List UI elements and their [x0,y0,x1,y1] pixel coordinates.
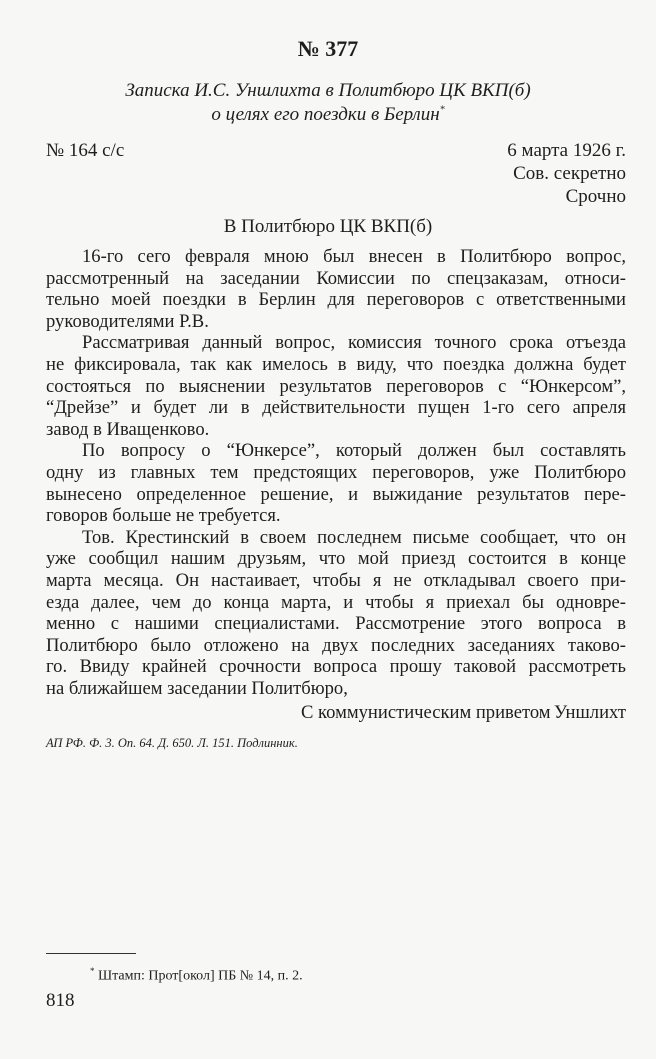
title-text: о целях его поездки в Берлин [211,104,440,125]
signer: Уншлихт [554,702,626,723]
footnote [90,966,303,985]
text-line: Рассматривая данный вопрос, комиссия точного срока отъезда [82,332,626,354]
paragraph [46,440,626,526]
text-line: 16-го сего февраля мною был внесен в Политбюро вопрос, [82,246,626,267]
archive-source: АП РФ. Ф. 3. Оп. 64. Д. 650. Л. 151. Подлинник. [46,736,298,750]
title-footnote-mark: * [439,104,445,116]
document-title-line-2 [0,104,656,126]
urgency-stamp: Срочно [565,186,626,207]
text-line: го. Ввиду крайней срочности вопроса прошу таковой рассмотреть [46,656,626,678]
document-number: № 377 [297,36,359,61]
footnote-mark: * [90,966,95,976]
text-line: марта месяца. Он настаивает, чтобы я не откладывал своего при- [46,569,626,591]
text-line: менно с нашими специалистами. Рассмотрение этого вопроса в [46,613,626,635]
text-line: уже сообщил нашим друзьям, что мой приезд состоится в конце [46,548,626,570]
secrecy-stamp: Сов. секретно [513,163,626,184]
text-line: говоров больше не требуется. [46,505,281,527]
footnote-divider [46,953,136,954]
text-line: одну из главных тем предстоящих переговоров, уже Политбюро [46,461,626,483]
text-line: По вопросу о “Юнкерсе”, который должен был составлять [82,440,626,462]
text-line: рассмотренный на заседании Комиссии по спецзаказам, относи- [46,267,626,289]
text-line: езда далее, чем до конца марта, и чтобы я приехал бы одновре- [46,591,626,613]
text-line: Политбюро было отложено на двух последних заседаниях таково- [46,634,626,656]
paragraph [46,332,626,440]
page-number: 818 [46,990,75,1011]
registration-number: № 164 с/с [46,140,125,161]
addressee: В Политбюро ЦК ВКП(б) [223,216,433,237]
text-line: не фиксировала, так как имелось в виду, что поездка должна будет [46,353,626,375]
text-line: вынесено определенное решение, и выжидание результатов пере- [46,483,626,505]
document-date: 6 марта 1926 г. [507,140,626,161]
paragraph [46,246,626,332]
paragraph [46,527,626,700]
text-line: завод в Иващенково. [46,418,210,440]
text-line: Тов. Крестинский в своем последнем письме сообщает, что он [82,526,626,548]
text-line: состояться по выяснении результатов переговоров с “Юнкерсом”, [46,375,626,397]
greeting: С коммунистическим приветом [301,702,551,723]
letter-body [46,246,626,699]
footnote-text: Штамп: Прот[окол] ПБ № 14, п. 2. [98,968,303,984]
text-line: тельно моей поездки в Берлин для переговоров с ответственными [46,289,626,311]
text-line: на ближайшем заседании Политбюро, [46,677,348,699]
document-title-line-1: Записка И.С. Уншлихта в Политбюро ЦК ВКП(б) [125,80,531,101]
text-line: руководителями Р.В. [46,310,209,332]
text-line: “Дрейзе” и будет ли в действительности пущен 1-го сего апреля [46,397,626,419]
